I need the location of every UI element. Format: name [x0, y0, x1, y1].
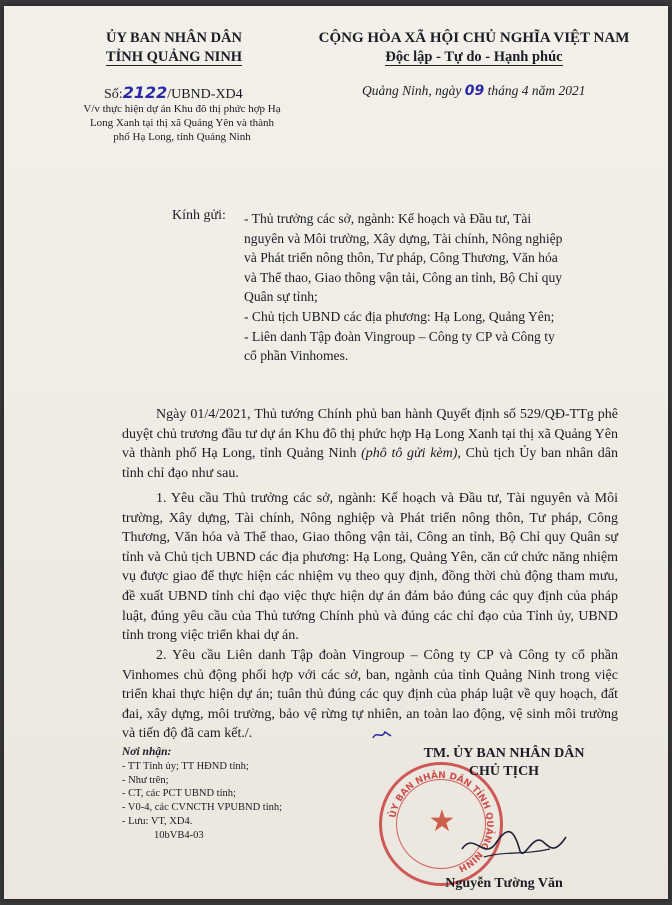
recipient-item-3: - Liên danh Tập đoàn Vingroup – Công ty CP và Công ty cổ phần Vinhomes.	[244, 328, 555, 364]
noi-nhan-item: - TT Tỉnh ủy; TT HĐND tỉnh;	[122, 760, 249, 772]
paragraph-3: 2. Yêu cầu Liên danh Tập đoàn Vingroup – Công ty CP và Công ty cổ phần Vinhomes chủ động phối hợp với các sở, ban, ngành của tỉnh Quảng Ninh trong việc triển khai thực hiện dự án; tuân thủ đúng các quy định của pháp luật về quy hoạch, đất đai, xây dựng, môi trường, bảo vệ rừng tự nhiên, an toàn lao động, vệ sinh môi trường và tiến độ đã cam kết./.	[122, 648, 618, 742]
national-motto	[304, 49, 644, 66]
date-line	[362, 83, 652, 99]
noi-nhan-item: - Như trên;	[122, 774, 169, 786]
paragraph-2: 1. Yêu cầu Thủ trưởng các sở, ngành: Kế hoạch và Đầu tư, Tài nguyên và Môi trường, Xây dựng, Tài chính, Nông nghiệp và Phát triển nông thôn, Tư pháp, Công Thương, Văn hóa và Thể thao, Giao thông vận tải, Công an tỉnh, Bộ Chỉ quy Quân sự tỉnh và Chủ tịch UBND các địa phương: Hạ Long, Quảng Yên, căn cứ chức năng nhiệm vụ được giao để thực hiện các nhiệm vụ theo quy định, đồng thời chủ động tham mưu, đề xuất UBND tỉnh chỉ đạo việc thực hiện dự án đảm bảo đúng các quy định của pháp luật, đúng yêu cầu của Thủ tướng Chính phủ và đúng các chỉ đạo của Tỉnh ủy, UBND tỉnh trong việc triển khai dự án.	[122, 491, 618, 644]
noi-nhan-item: - Lưu: VT, XD4.	[122, 815, 193, 827]
recipient-item-2: - Chủ tịch UBND các địa phương: Hạ Long, Quảng Yên;	[244, 308, 555, 324]
signature-position: CHỦ TỊCH	[468, 764, 540, 779]
recipient-list	[244, 209, 566, 366]
noi-nhan-item: - CT, các PCT UBND tỉnh;	[122, 788, 236, 800]
paragraph-1-italic: (phô tô gửi kèm)	[361, 446, 458, 462]
noi-nhan-block	[122, 746, 352, 843]
document-page	[4, 6, 668, 899]
noi-nhan-label: Nơi nhận:	[122, 746, 172, 758]
motto-text: Độc lập - Tự do - Hạnh phúc	[385, 49, 563, 65]
noi-nhan-item: - V0-4, các CVNCTH VPUBND tỉnh;	[122, 802, 283, 814]
date-prefix: Quảng Ninh, ngày	[362, 83, 462, 98]
national-title: CỘNG HÒA XÃ HỘI CHỦ NGHĨA VIỆT NAM	[318, 30, 630, 46]
signature-title: TM. ỦY BAN NHÂN DÂN	[423, 746, 585, 761]
subject-line: V/v thực hiện dự án Khu đô thị phức hợp Hạ Long Xanh tại thị xã Quảng Yên và thành phố Hạ Long, tỉnh Quảng Ninh	[83, 103, 281, 143]
date-suffix: tháng 4 năm 2021	[487, 83, 586, 98]
handwritten-mark-icon	[371, 728, 393, 742]
signer-name: Nguyễn Tường Văn	[445, 876, 563, 891]
recipient-item-1: - Thủ trưởng các sở, ngành: Kế hoạch và Đầu tư, Tài nguyên và Môi trường, Xây dựng, Tài chính, Nông nghiệp và Phát triển nông thôn, Tư pháp, Công Thương, Văn hóa và Thể thao, Giao thông vận tải, Công an tỉnh, Bộ Chỉ quy Quân sự tỉnh;	[244, 211, 563, 305]
paragraph-1-end: , Chủ tịch Ủy ban nhân dân tỉnh chỉ đạo như sau.	[122, 446, 619, 481]
paragraph-1	[122, 405, 618, 483]
handwritten-number: 2122	[122, 83, 168, 102]
left-header-line2	[74, 49, 274, 66]
seal-text: ỦY BAN NHÂN DÂN TỈNH QUẢNG NINH	[388, 770, 495, 874]
handwritten-signature-icon	[454, 821, 574, 871]
document-code: 10bVB4-03	[154, 829, 204, 841]
so-label: Số:	[104, 87, 123, 102]
document-number	[104, 83, 304, 103]
province-name: TỈNH QUẢNG NINH	[105, 49, 243, 65]
handwritten-day: 09	[464, 83, 485, 99]
paragraph-1-main: Ngày 01/4/2021, Thủ tướng Chính phủ ban hành Quyết định số 529/QĐ-TTg phê duyệt chủ trương đầu tư dự án Khu đô thị phức hợp Hạ Long Xanh tại thị xã Quảng Yên và thành phố Hạ Long, tỉnh Quảng Ninh	[122, 407, 618, 462]
so-suffix: /UBND-XD4	[167, 87, 243, 102]
seal-star-icon: ★	[428, 805, 456, 838]
kinh-gui-label: Kính gửi:	[172, 208, 226, 223]
left-header-line1: ỦY BAN NHÂN DÂN	[105, 30, 242, 46]
